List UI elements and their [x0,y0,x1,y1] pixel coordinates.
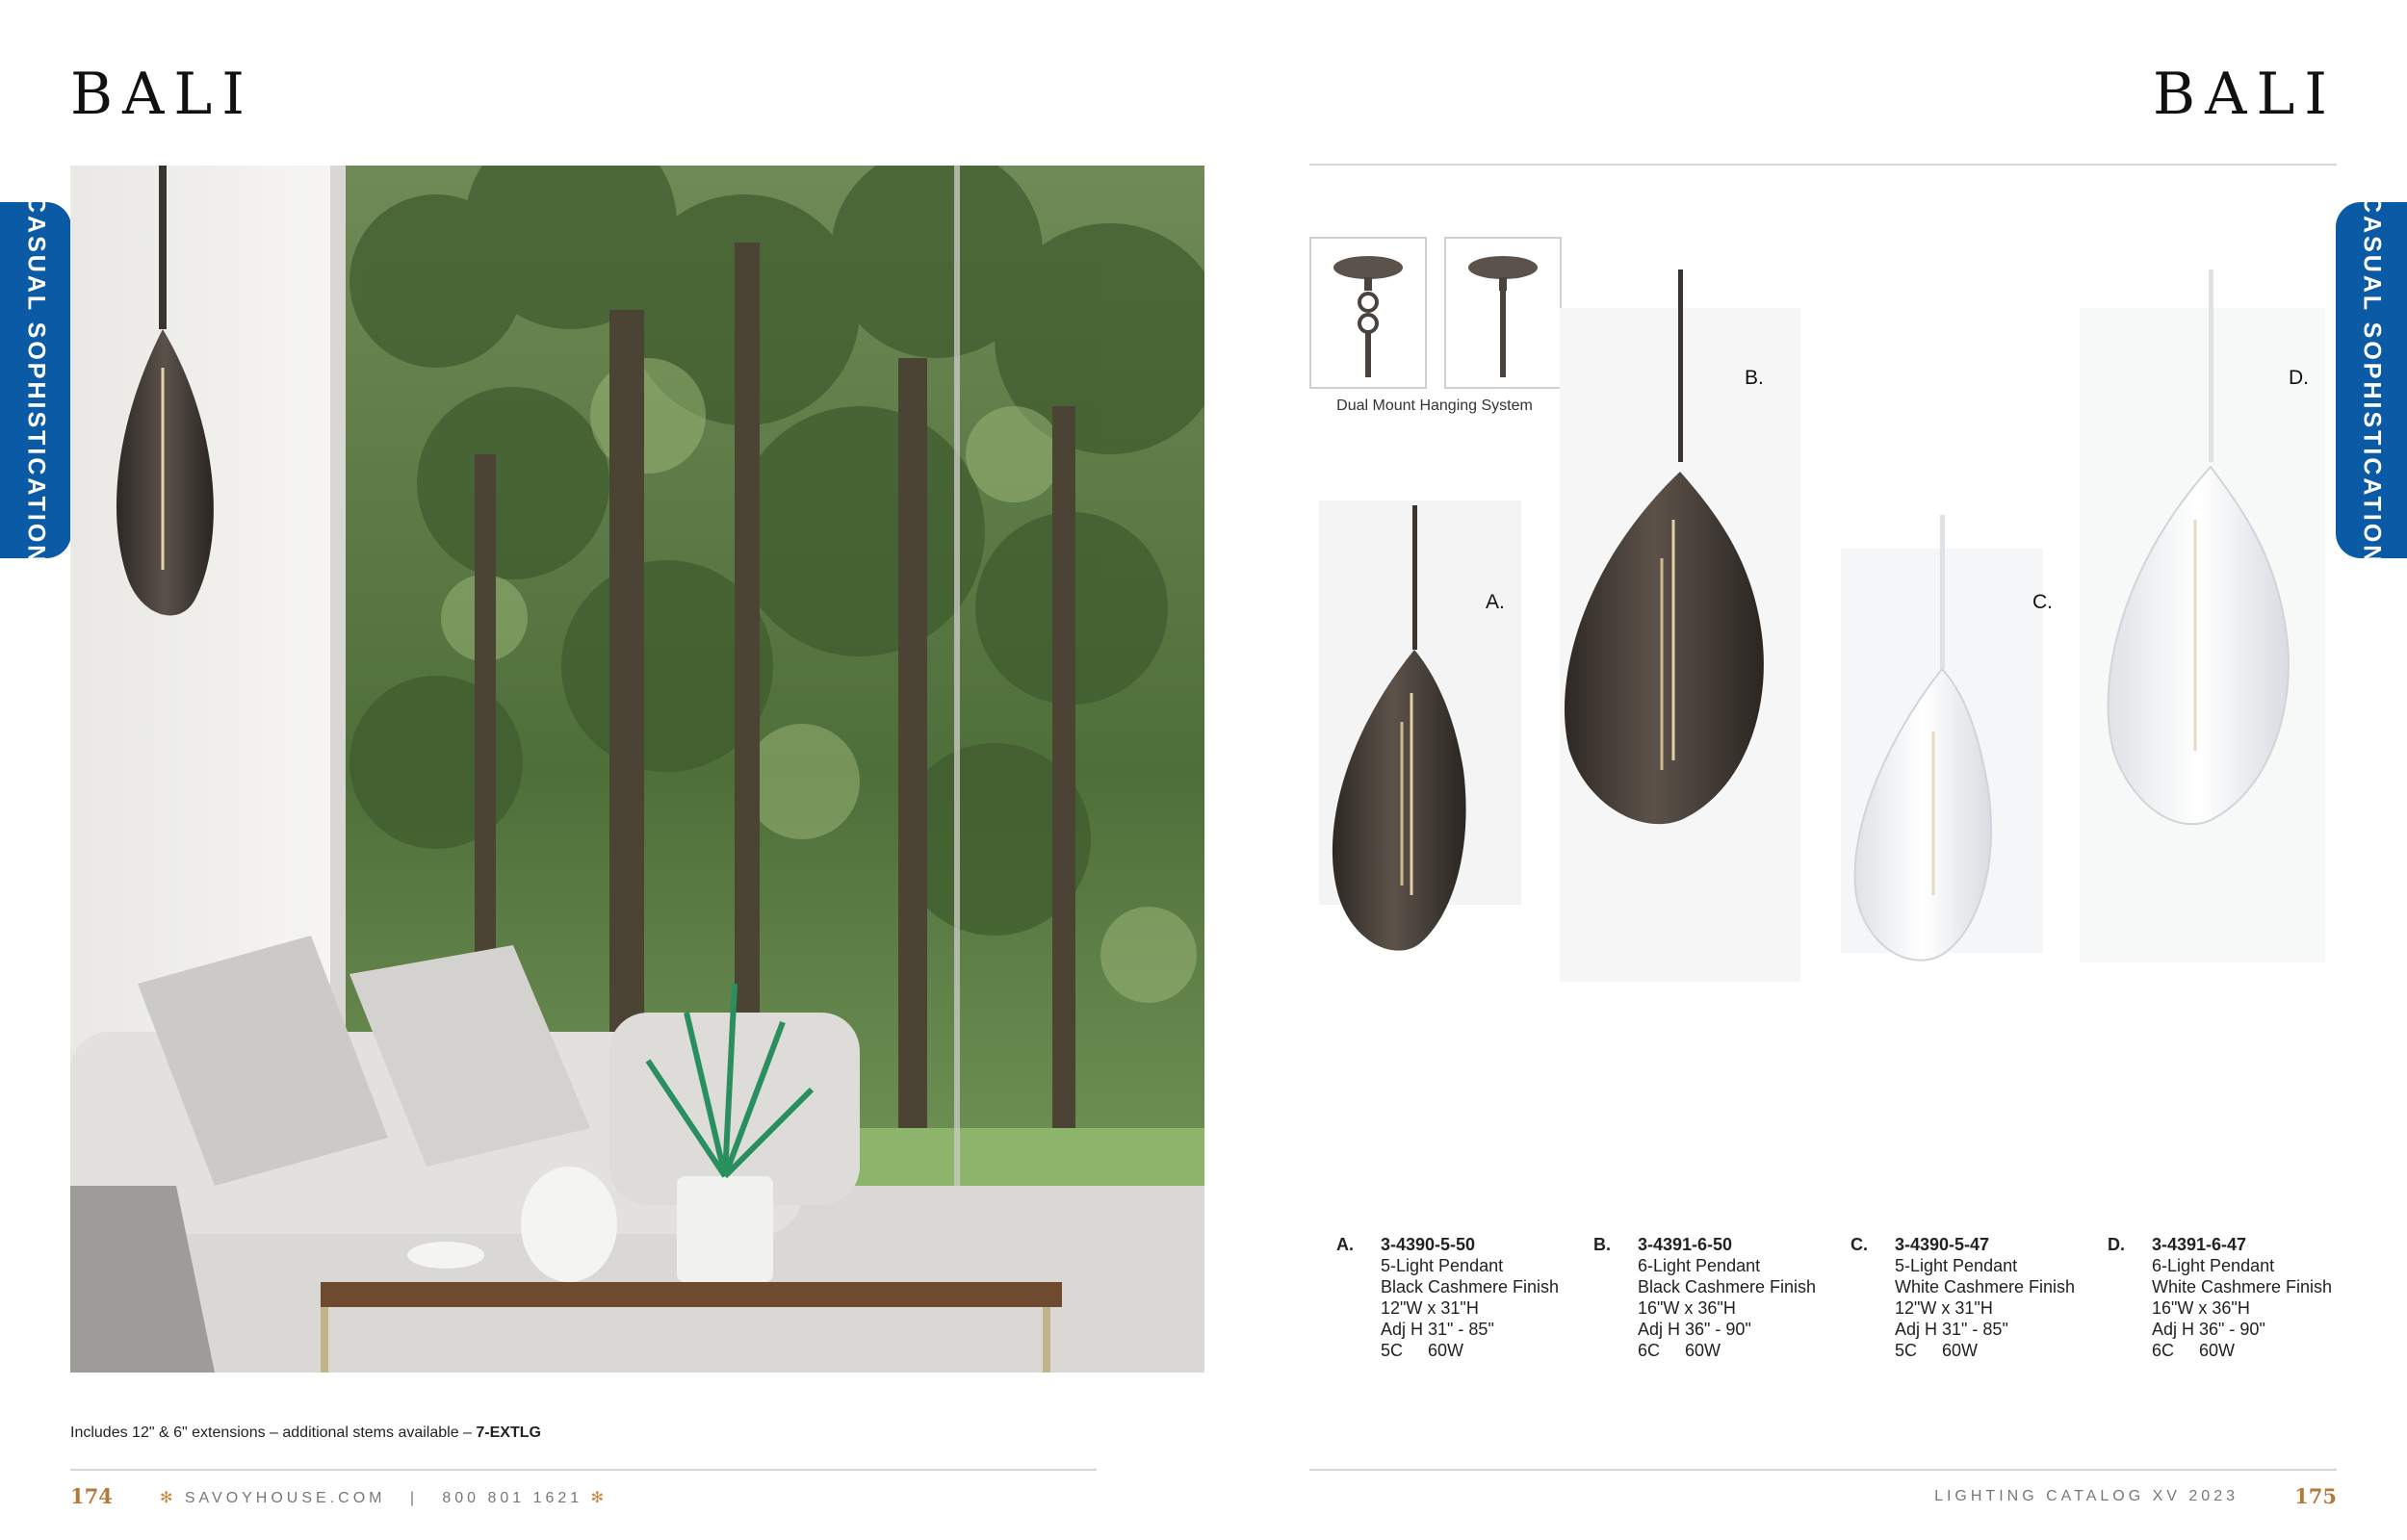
spec-block-c [1851,1234,2101,1369]
spec-name: 5-Light Pendant [1381,1256,1504,1275]
pendant-c-label: C. [2032,591,2053,613]
spec-block-b [1593,1234,1844,1369]
left-page-number: 174 [70,1484,113,1508]
mount-caption: Dual Mount Hanging System [1336,398,1533,414]
spec-bulbs [1638,1340,1859,1361]
catalog-label: LIGHTING CATALOG XV 2023 [1934,1488,2239,1504]
spec-letter: C. [1851,1235,1868,1254]
spec-adjustable-height: Adj H 31" - 85" [1381,1320,1494,1339]
spec-wattage: 60W [1685,1341,1721,1360]
spec-sku: 3-4391-6-50 [1638,1235,1733,1254]
pendant-b-label: B. [1745,367,1764,389]
spec-dimensions: 12"W x 31"H [1895,1298,1993,1318]
spec-finish: White Cashmere Finish [2152,1277,2333,1296]
spec-block-a [1336,1234,1587,1369]
spec-bulbs [2152,1340,2373,1361]
room-photo [70,166,1204,1373]
spec-finish: White Cashmere Finish [1895,1277,2076,1296]
product-gallery [1309,270,2340,1116]
left-page-title: BALI [70,61,254,128]
spec-finish: Black Cashmere Finish [1381,1277,1560,1296]
footer-phone[interactable]: 800 801 1621 [442,1490,583,1506]
spec-wattage: 60W [1428,1341,1464,1360]
left-footer-rule [70,1469,1097,1471]
extensions-note-text: Includes 12" & 6" extensions – additional stems available – [70,1424,477,1441]
right-page-title: BALI [2153,61,2337,128]
spec-bulb-count: 6C [1638,1341,1661,1360]
right-footer-rule [1309,1469,2337,1471]
left-section-tab [0,194,71,566]
pendant-c-image [1841,515,2043,961]
spec-bulbs [1381,1340,1602,1361]
right-page-number: 175 [2294,1484,2337,1508]
spec-adjustable-height: Adj H 36" - 90" [1638,1320,1751,1339]
pendant-a-image [1319,500,1521,951]
spec-adjustable-height: Adj H 36" - 90" [2152,1320,2265,1339]
right-header-rule [1309,164,2337,166]
spec-finish: Black Cashmere Finish [1638,1277,1817,1296]
spec-sku: 3-4390-5-50 [1381,1235,1476,1254]
spec-dimensions: 16"W x 36"H [1638,1298,1736,1318]
spec-name: 6-Light Pendant [1638,1256,1761,1275]
left-footer [160,1488,608,1507]
spec-letter: A. [1336,1235,1354,1254]
spec-bulb-count: 5C [1381,1341,1404,1360]
spec-dimensions: 16"W x 36"H [2152,1298,2250,1318]
extensions-note [70,1424,541,1442]
spec-wattage: 60W [2199,1341,2236,1360]
footer-website[interactable]: SAVOYHOUSE.COM [184,1490,386,1506]
spec-wattage: 60W [1942,1341,1979,1360]
footer-separator: | [409,1490,418,1506]
pendant-a-label: A. [1486,591,1505,613]
spec-dimensions: 12"W x 31"H [1381,1298,1479,1318]
spec-block-d [2108,1234,2358,1369]
spec-bulbs [1895,1340,2116,1361]
right-section-tab-label: CASUAL SOPHISTICATION [2358,194,2386,566]
extensions-note-sku: 7-EXTLG [476,1424,541,1441]
spec-sku: 3-4390-5-47 [1895,1235,1990,1254]
left-section-tab-label: CASUAL SOPHISTICATION [22,194,50,566]
spec-bulb-count: 6C [2152,1341,2175,1360]
star-icon: ✻ [590,1490,608,1506]
spec-sku: 3-4391-6-47 [2152,1235,2247,1254]
spec-letter: D. [2108,1235,2125,1254]
room-photo-illustration [70,166,1204,1373]
pendant-d-label: D. [2289,367,2309,389]
spec-name: 5-Light Pendant [1895,1256,2018,1275]
pendant-b-image [1560,270,1800,982]
spec-letter: B. [1593,1235,1611,1254]
spec-name: 6-Light Pendant [2152,1256,2275,1275]
spec-adjustable-height: Adj H 31" - 85" [1895,1320,2008,1339]
right-section-tab [2336,194,2407,566]
star-icon: ✻ [160,1490,177,1506]
spec-bulb-count: 5C [1895,1341,1918,1360]
